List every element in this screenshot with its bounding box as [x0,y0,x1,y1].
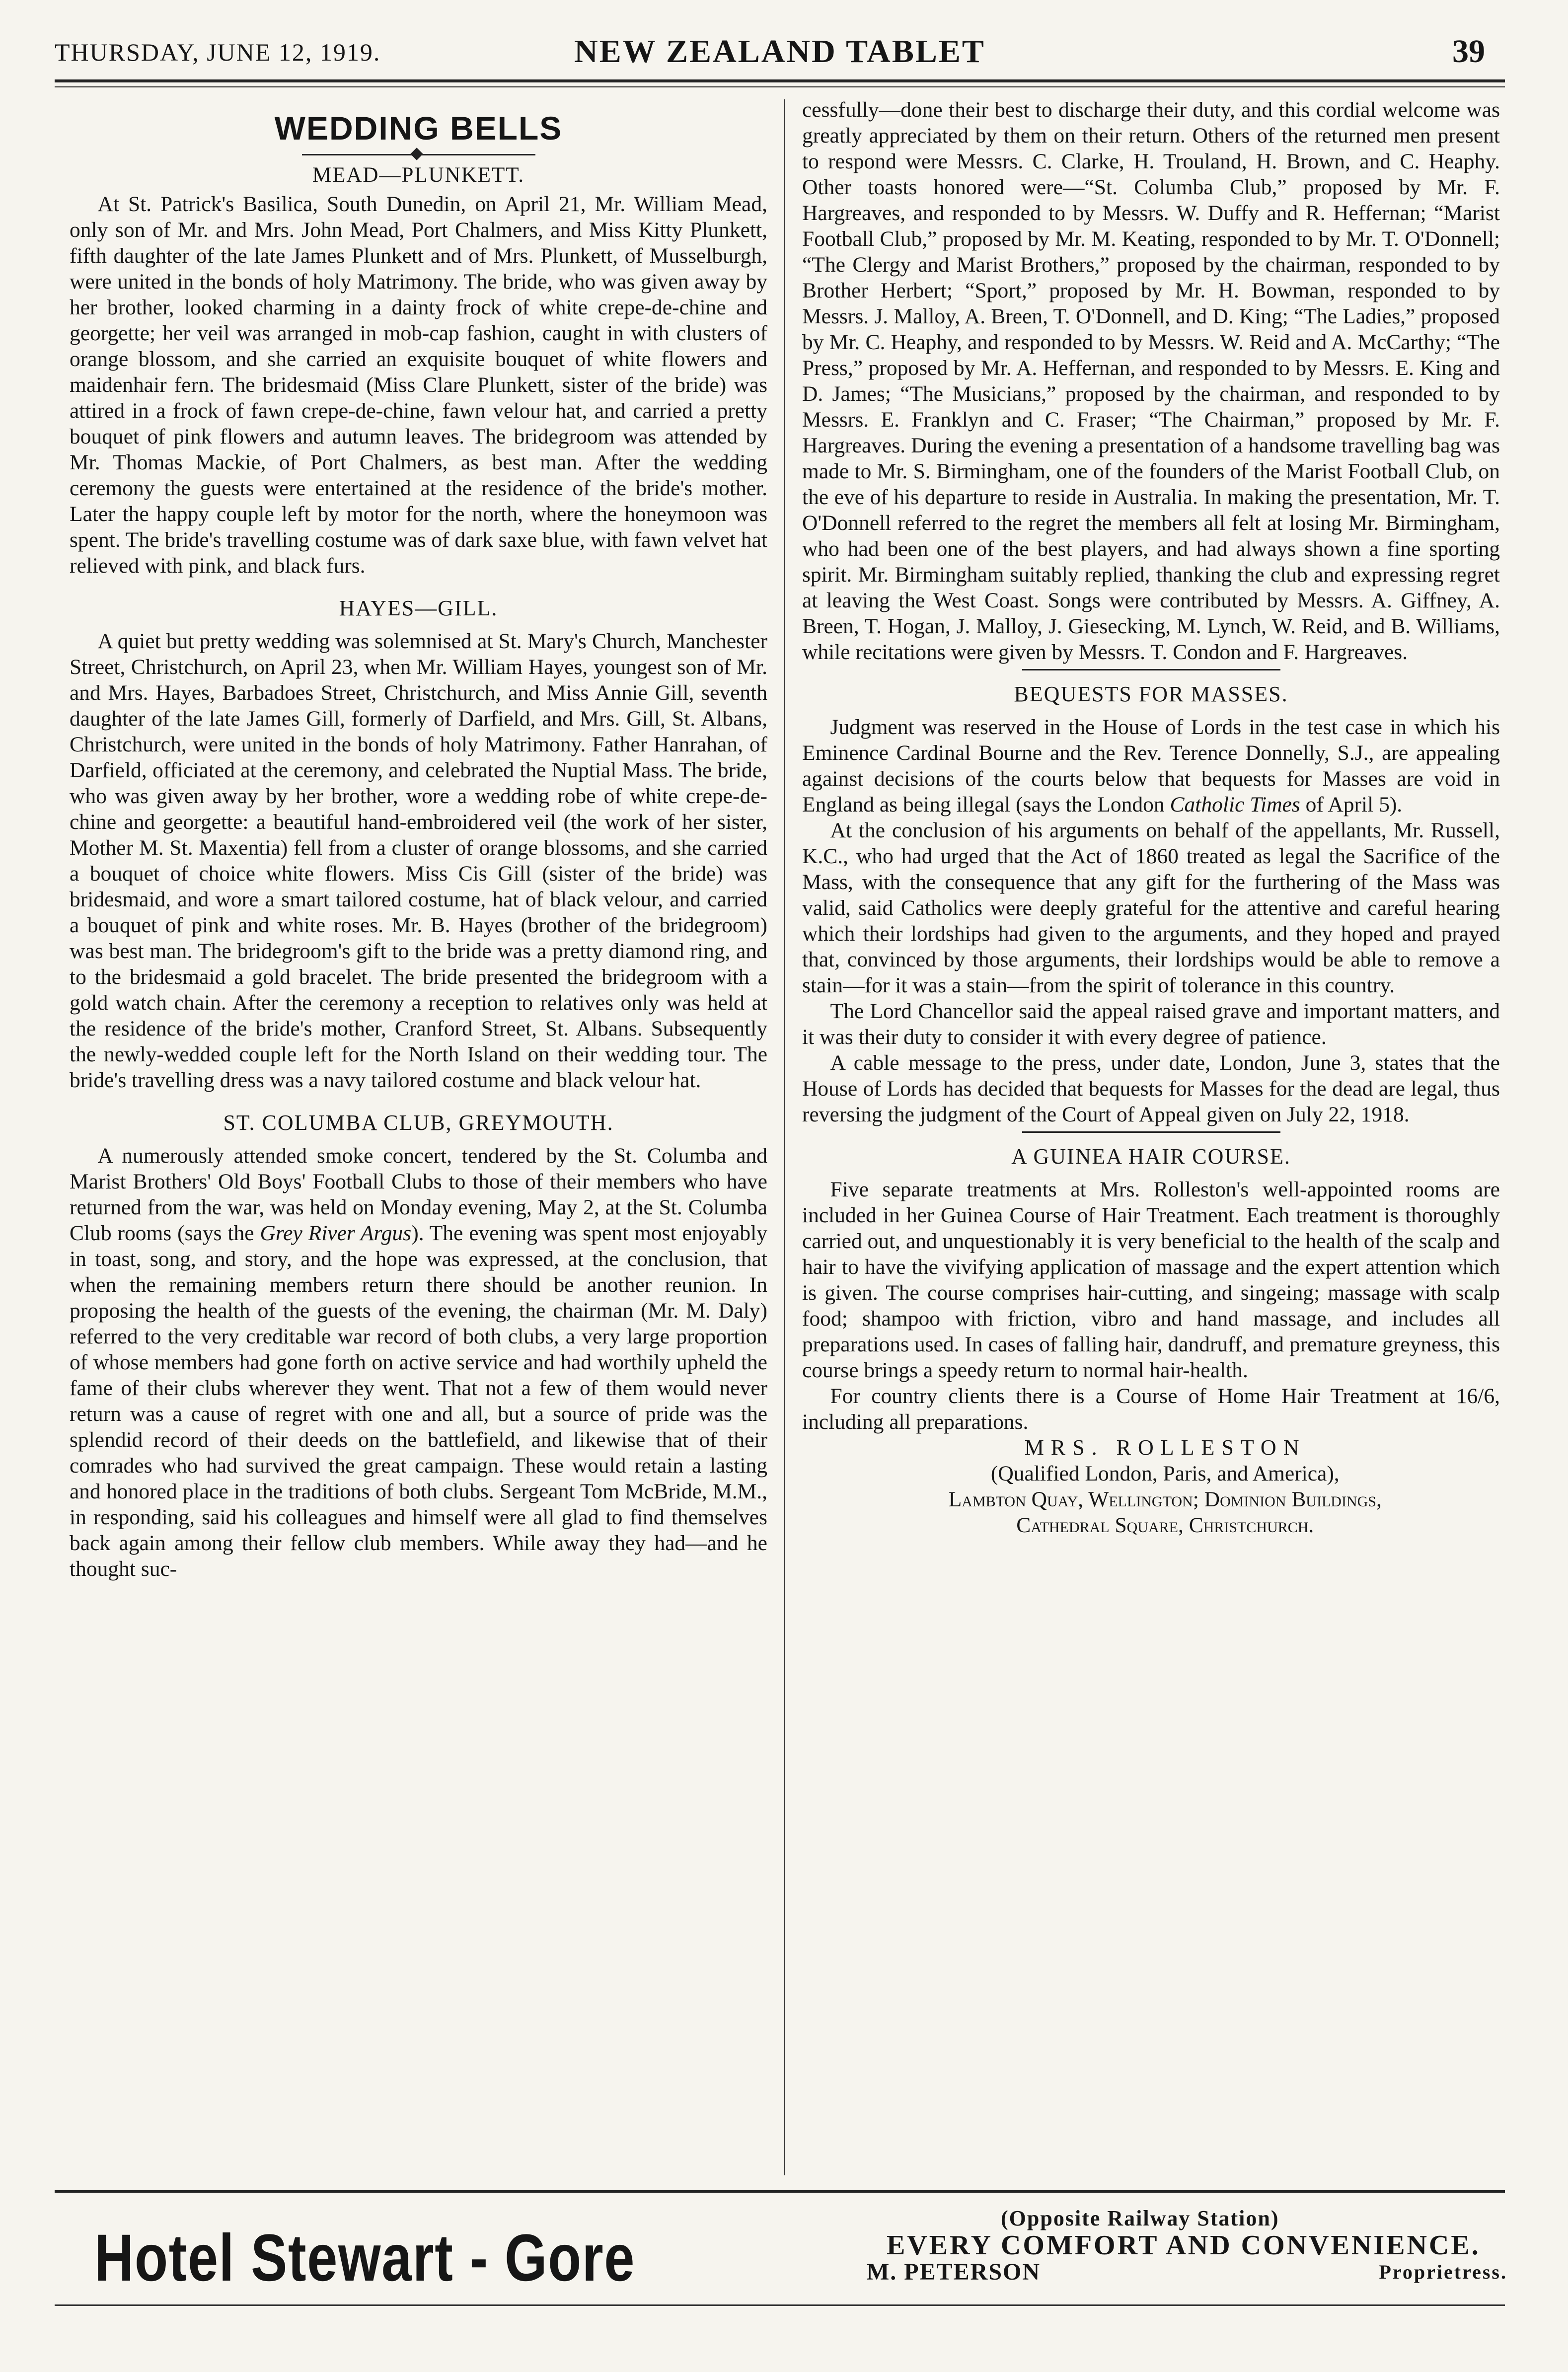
ornament-rule [302,149,535,159]
advert-details [867,2205,1507,2286]
left-column [70,97,767,2178]
hotel-stewart-advert: Hotel Stewart - Gore [94,2221,636,2295]
page-number: 39 [1452,33,1485,70]
bequests-title: BEQUESTS FOR MASSES. [1014,682,1288,706]
issue-date: THURSDAY, JUNE 12, 1919. [55,38,381,66]
proprietress-label: Proprietress. [1379,2261,1507,2283]
advert-rule [55,2190,1505,2193]
page-header [55,31,1505,80]
rolleston-signature: MRS. ROLLESTON [1024,1435,1306,1460]
wedding-bells-heading: WEDDING BELLS [274,110,563,147]
bequests-p4: A cable message to the press, under date, London, June 3, states that the House of Lords has decided that bequests for Masses for the dead are legal, thus reversing the judgment of the Court of Appeal given on July 22, 1918. [802,1051,1500,1126]
columba-body-left: A numerously attended smoke concert, tendered by the St. Columba and Marist Brothers' Old Boys' Football Clubs to those of their members who have returned from the war, was held on Monday evening, May 2, at the St. Columba Club rooms (says the Grey River Argus). The evening was spent most enjoyably in toast, song, and story, and the hope was expressed, at the conclusion, that when the remaining members return there should be another reunion. In proposing the health of the guests of the evening, the chairman (Mr. M. Daly) referred to the very creditable war record of both clubs, a very large proportion of whose members had gone forth on active service and had worthily upheld the fame of their clubs wherever they went. That not a few of them would never return was a cause of regret with one and all, but a source of pride was the splendid record of their deeds on the battlefield, and likewise that of their comrades who had survived the great campaign. These would retain a lasting and honored place in the traditions of both clubs. Sergeant Tom McBride, M.M., in responding, said his colleagues and himself were all glad to find themselves back again among their fellow club members. While away they had—and he thought suc- [70,1144,767,1581]
column-divider [784,99,785,2175]
mead-plunkett-body: At St. Patrick's Basilica, South Dunedin, on April 21, Mr. William Mead, only son of Mr. and Mrs. John Mead, Port Chalmers, and Miss Kitty Plunkett, fifth daughter of the late James Plunkett and of Mrs. Plunkett, of Musselburgh, were united in the bonds of holy Matrimony. The bride, who was given away by her brother, looked charming in a dainty frock of white crepe-de-chine and georgette; her veil was arranged in mob-cap fashion, caught in with clusters of orange blossom, and she carried an exquisite bouquet of white flowers and maidenhair fern. The bridesmaid (Miss Clare Plunkett, sister of the bride) was attired in a frock of fawn crepe-de-chine, fawn velour hat, and carried a pretty bouquet of pink flowers and autumn leaves. The bridegroom was attended by Mr. Thomas Mackie, of Port Chalmers, as best man. After the wedding ceremony the guests were entertained at the residence of the bride's mother. Later the happy couple left by motor for the north, where the honeymoon was spent. The bride's travelling costume was of dark saxe blue, with fawn velvet hat relieved with pink, and black furs. [70,192,767,578]
section-rule [1022,669,1280,670]
guinea-title: A GUINEA HAIR COURSE. [1011,1144,1291,1169]
mead-plunkett-title: MEAD—PLUNKETT. [312,163,525,187]
guinea-p1: Five separate treatments at Mrs. Rolleston's well-appointed rooms are included in her Guinea Course of Hair Treatment. Each treatment is thoroughly carried out, and unquestionably it is very beneficial to the health of the scalp and hair to have the vivifying application of massage and the expert attention which is given. The course comprises hair-cutting, and singeing; massage with scalp food; shampoo with friction, vibro and hand massage, and includes all preparations used. In cases of falling hair, dandruff, and premature greyness, this course brings a speedy return to normal hair-health. [802,1178,1500,1382]
hayes-gill-body: A quiet but pretty wedding was solemnised at St. Mary's Church, Manchester Street, Christchurch, on April 23, when Mr. William Hayes, youngest son of Mr. and Mrs. Hayes, Barbadoes Street, Christchurch, and Miss Annie Gill, seventh daughter of the late James Gill, formerly of Darfield, and Mrs. Gill, St. Albans, Christchurch, were united in the bonds of holy Matrimony. Father Hanrahan, of Darfield, officiated at the ceremony, and celebrated the Nuptial Mass. The bride, who was given away by her brother, wore a wedding robe of white crepe-de-chine and georgette: a beautiful hand-embroidered veil (the work of her sister, Mother M. St. Maxentia) fell from a cluster of orange blossoms, and she carried a bouquet of choice white flowers. Miss Cis Gill (sister of the bride) was bridesmaid, and wore a smart tailored costume, hat of black velour, and carried a bouquet of pink and white roses. Mr. B. Hayes (brother of the bridegroom) was best man. The bridegroom's gift to the bride was a pretty diamond ring, and to the bridesmaid a gold bracelet. The bride presented the bridegroom with a gold watch chain. After the ceremony a reception to relatives only was held at the residence of the bride's mother, Cranford Street, St. Albans. Subsequently the newly-wedded couple left for the North Island on their wedding tour. The bride's travelling dress was a navy tailored costume and black velour hat. [70,629,767,1092]
header-rule-thin [55,86,1505,87]
guinea-p2: For country clients there is a Course of Home Hair Treatment at 16/6, including all preparations. [802,1384,1500,1434]
bequests-p2: At the conclusion of his arguments on behalf of the appellants, Mr. Russell, K.C., who had urged that the Act of 1860 treated as legal the Sacrifice of the Mass, with the consequence that any gift for the furthering of the Mass was valid, said Catholics were deeply grateful for the attentive and careful hearing which their lordships had given to the arguments, and they hoped and prayed that, convinced by those arguments, their lordships would be able to remove a stain—for it was a stain—from the spirit of tolerance in this country. [802,818,1500,997]
rolleston-qualifications: (Qualified London, Paris, and America), [990,1462,1340,1485]
advert-slogan: EVERY COMFORT AND CONVENIENCE. [887,2230,1481,2261]
advert-proprietor [867,2259,1507,2286]
right-column [802,97,1500,2178]
proprietor-name: M. PETERSON [867,2259,1041,2285]
hayes-gill-title: HAYES—GILL. [339,596,498,620]
section-rule [1022,1131,1280,1133]
columba-body-right: cessfully—done their best to discharge their duty, and this cordial welcome was greatly appreciated by them on their return. Others of the returned men present to respond were Messrs. C. Clarke, H. Trouland, H. Brown, and C. Heaphy. Other toasts honored were—“St. Columba Club,” proposed by Mr. F. Hargreaves, and responded to by Messrs. W. Duffy and R. Heffernan; “Marist Football Club,” proposed by Mr. M. Keating, responded to by Mr. T. O'Donnell; “The Clergy and Marist Brothers,” proposed by the chairman, responded to by Brother Herbert; “Sport,” proposed by Mr. H. Bowman, responded to by Messrs. J. Malloy, A. Breen, T. O'Donnell, and D. King; “The Ladies,” proposed by Mr. C. Heaphy, and responded to by Messrs. W. Reid and A. McCarthy; “The Press,” proposed by Mr. A. Heffernan, and responded to by Messrs. E. King and D. James; “The Musicians,” proposed by the chairman, and responded to by Messrs. E. Franklyn and C. Fraser; “The Chairman,” proposed by Mr. F. Hargreaves. During the evening a presentation of a handsome travelling bag was made to Mr. S. Birmingham, one of the founders of the Marist Football Club, on the eve of his departure to reside in Australia. In making the presentation, Mr. T. O'Donnell referred to the regret the members all felt at losing Mr. Birmingham, who had been one of the best players, and had always shown a fine sporting spirit. Mr. Birmingham suitably replied, thanking the club and expressing regret at leaving the West Coast. Songs were contributed by Messrs. A. Giffney, A. Breen, T. Hogan, J. Malloy, J. Giesecking, M. Lynch, W. Reid, and B. Williams, while recitations were given by Messrs. T. Condon and F. Hargreaves. [802,98,1500,664]
masthead-title: NEW ZEALAND TABLET [574,33,985,70]
bequests-p1: Judgment was reserved in the House of Lords in the test case in which his Eminence Cardinal Bourne and the Rev. Terence Donnelly, S.J., are appealing against decisions of the courts below that bequests for Masses are void in England as being illegal (says the London Catholic Times of April 5). [802,715,1500,816]
footer-rule [55,2304,1505,2306]
grey-river-argus: Grey River Argus [260,1221,412,1245]
rolleston-address-2: Cathedral Square, Christchurch. [1016,1513,1314,1537]
bequests-p3: The Lord Chancellor said the appeal raised grave and important matters, and it was their duty to consider it with every degree of patience. [802,999,1500,1049]
catholic-times: Catholic Times [1170,793,1300,816]
header-rule [55,79,1505,82]
advert-location: (Opposite Railway Station) [1001,2206,1279,2230]
columba-title: ST. COLUMBA CLUB, GREYMOUTH. [223,1111,614,1135]
rolleston-address-1: Lambton Quay, Wellington; Dominion Buildings, [948,1487,1382,1511]
